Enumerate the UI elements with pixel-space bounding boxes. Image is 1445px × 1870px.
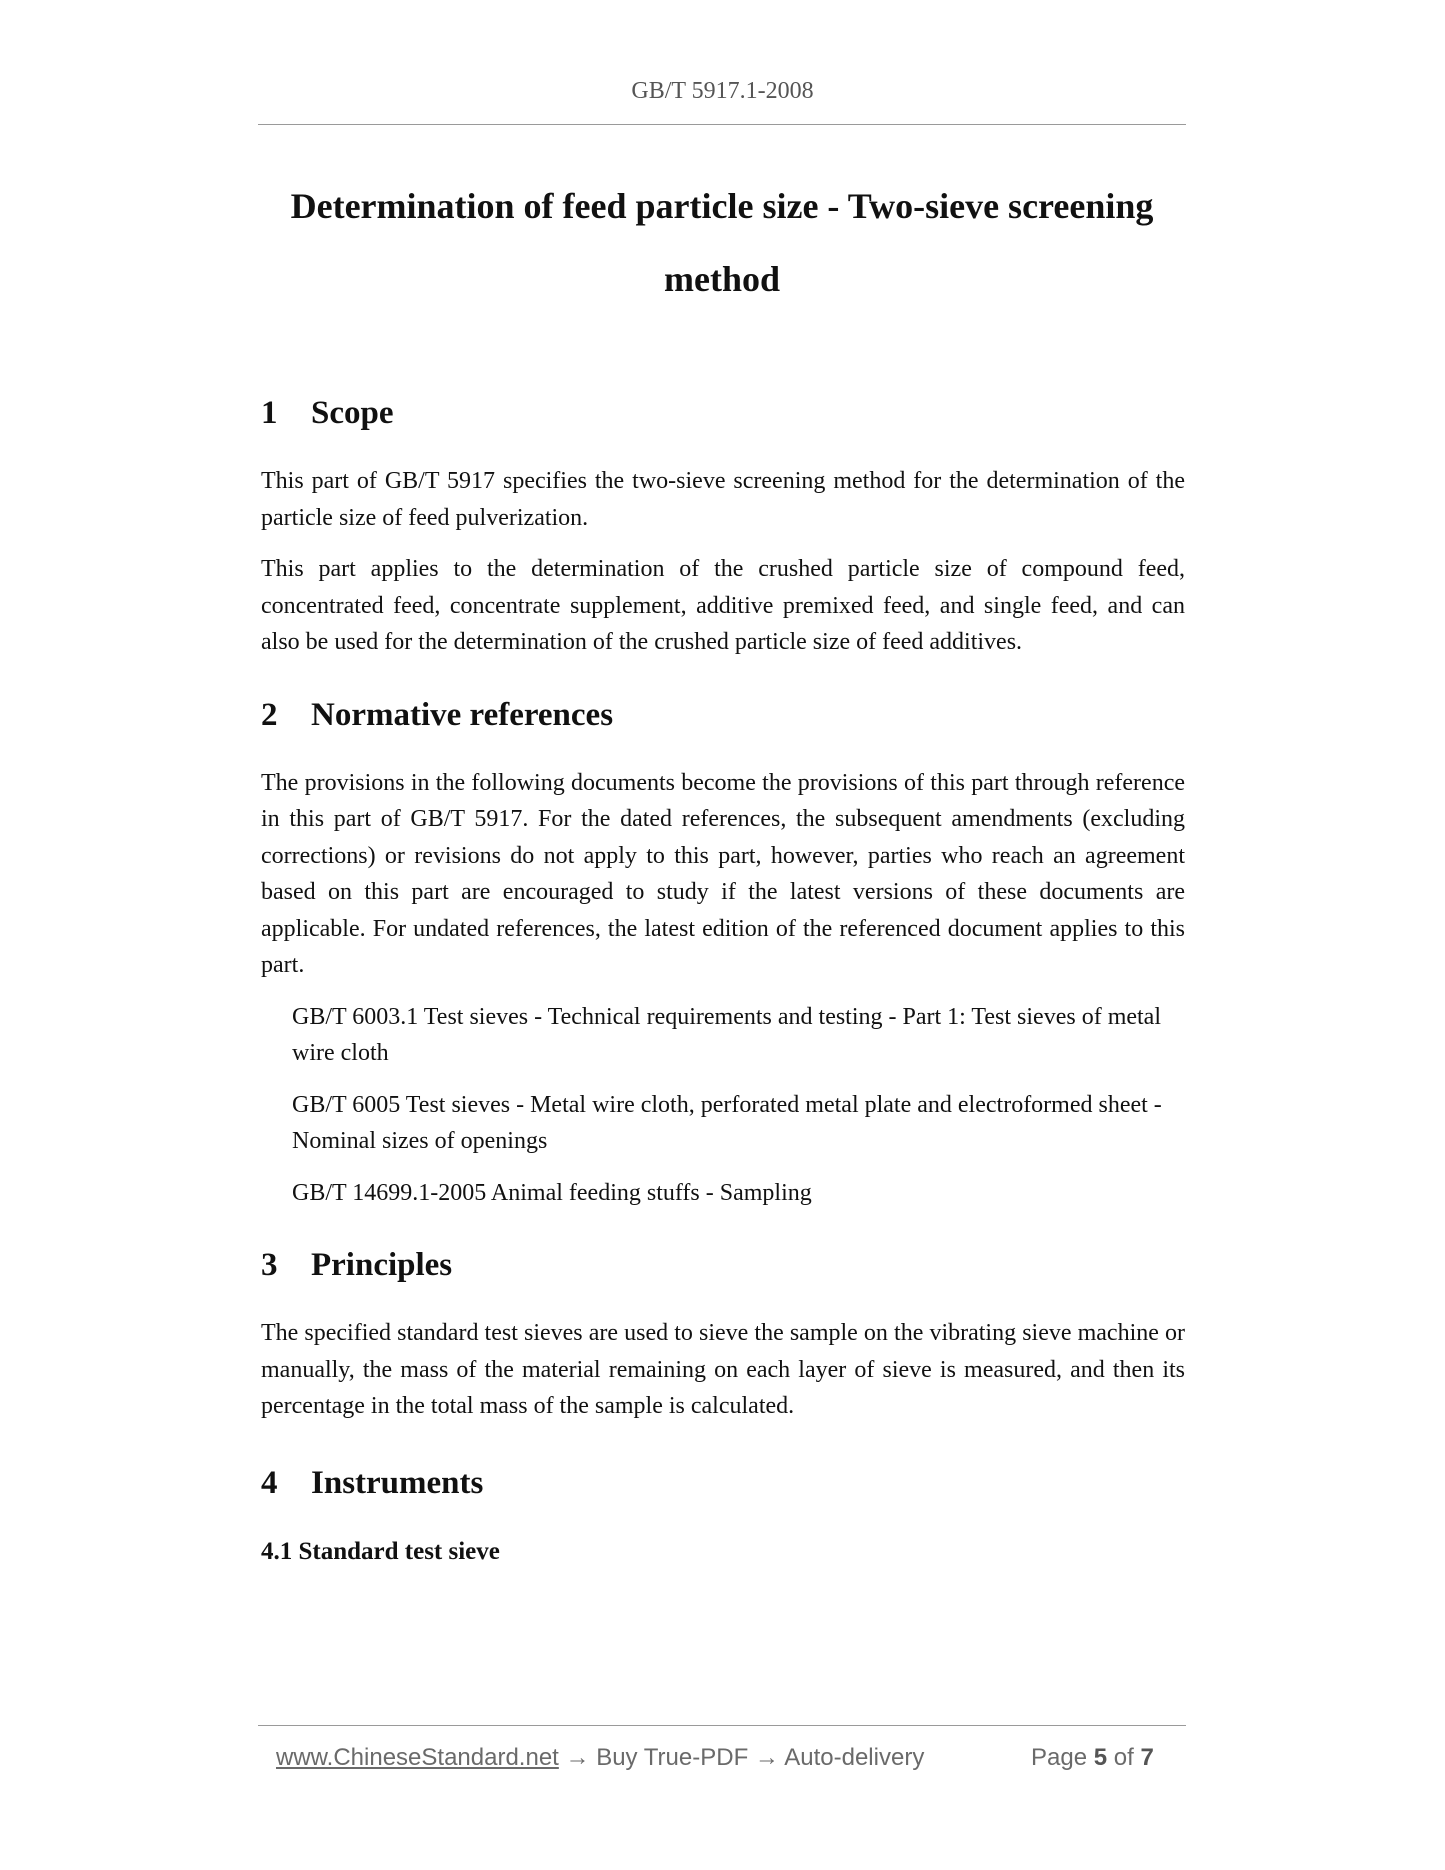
arrow-right-icon: → bbox=[565, 1744, 590, 1771]
arrow-right-icon: → bbox=[754, 1744, 779, 1771]
section-title: Normative references bbox=[311, 696, 614, 733]
reference-item: GB/T 14699.1-2005 Animal feeding stuffs - Sampling bbox=[292, 1179, 812, 1206]
section-heading-principles bbox=[261, 1240, 1185, 1290]
site-link[interactable]: www.ChineseStandard.net bbox=[276, 1744, 559, 1771]
section-title: Principles bbox=[311, 1247, 453, 1283]
section-heading-scope bbox=[261, 388, 1185, 438]
page-footer bbox=[276, 1744, 1176, 1772]
subsection-heading-standard-test-sieve: 4.1 Standard test sieve bbox=[261, 1537, 500, 1565]
title-line-1: Determination of feed particle size - Two-sieve screening bbox=[290, 186, 1154, 226]
footer-divider bbox=[258, 1725, 1186, 1726]
scope-paragraph-2: This part applies to the determination of the crushed particle size of compound feed, concentrated feed, concentrate supplement, additive premixed feed, and single feed, and can also be used for the determination of the crushed particle size of feed additives. bbox=[261, 556, 1185, 655]
page-total: 7 bbox=[1140, 1744, 1154, 1771]
buy-true-pdf-link[interactable]: Buy True-PDF bbox=[596, 1744, 749, 1771]
section-heading-instruments bbox=[261, 1458, 1185, 1508]
reference-item: GB/T 6005 Test sieves - Metal wire cloth, perforated metal plate and electroformed sheet - Nominal sizes of openings bbox=[292, 1091, 1162, 1154]
document-title bbox=[258, 170, 1186, 316]
section-number: 2 bbox=[261, 696, 278, 733]
section-heading-references bbox=[261, 690, 1185, 740]
page-current: 5 bbox=[1093, 1744, 1108, 1771]
section-title: Scope bbox=[311, 395, 394, 431]
scope-paragraph-1: This part of GB/T 5917 specifies the two-sieve screening method for the determination of the particle size of feed pulverization. bbox=[261, 468, 1185, 531]
section-title: Instruments bbox=[311, 1464, 484, 1501]
page-label: Page bbox=[1031, 1744, 1088, 1771]
document-body bbox=[261, 388, 1185, 1570]
section-number: 4 bbox=[261, 1464, 278, 1501]
page-of: of bbox=[1113, 1744, 1134, 1771]
page-indicator bbox=[1031, 1744, 1154, 1772]
auto-delivery-text: Auto-delivery bbox=[784, 1744, 925, 1771]
principles-paragraph: The specified standard test sieves are used to sieve the sample on the vibrating sieve machine or manually, the mass of the material remaining on each layer of sieve is measured, and then its percentage in the total mass of the sample is calculated. bbox=[261, 1320, 1185, 1419]
references-paragraph: The provisions in the following documents become the provisions of this part through reference in this part of GB/T 5917. For the dated references, the subsequent amendments (excluding corrections) or revisions do not apply to this part, however, parties who reach an agreement based on this part are encouraged to study if the latest versions of these documents are applicable. For undated references, the latest edition of the referenced document applies to this part. bbox=[261, 769, 1185, 978]
title-line-2: method bbox=[664, 259, 780, 299]
section-number: 1 bbox=[261, 395, 278, 431]
section-number: 3 bbox=[261, 1247, 278, 1283]
header-standard-code: GB/T 5917.1-2008 bbox=[631, 78, 814, 104]
reference-item: GB/T 6003.1 Test sieves - Technical requirements and testing - Part 1: Test sieves of metal wire cloth bbox=[292, 1003, 1162, 1066]
header-divider bbox=[258, 124, 1186, 125]
